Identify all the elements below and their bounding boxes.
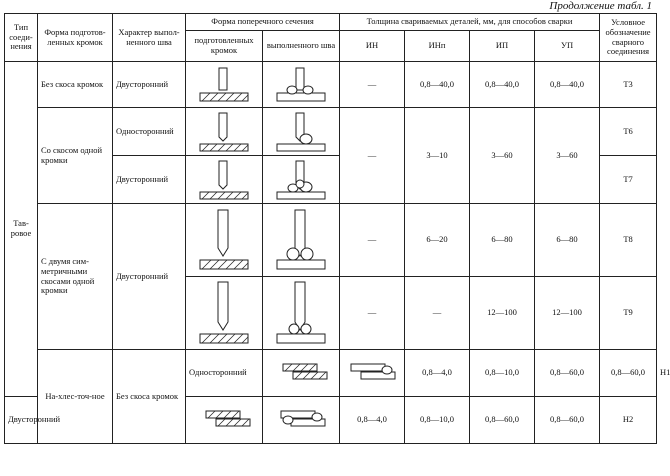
header-ip: ИП — [470, 31, 535, 62]
header-thickness: Толщина свариваемых деталей, мм, для способов сварки — [340, 14, 600, 31]
prepared-sketch-cell — [186, 156, 263, 204]
t9-up: 12—100 — [535, 277, 600, 350]
header-performed: выполненного шва — [263, 31, 340, 62]
tee-bevel-prepared-sketch — [194, 111, 254, 153]
h2-ip: 0,8—60,0 — [470, 397, 535, 444]
seam-type-cell: Двусторонний — [113, 62, 186, 108]
performed-sketch-cell — [263, 62, 340, 108]
performed-sketch-cell — [263, 156, 340, 204]
lap-prepared-sketch — [271, 358, 331, 388]
h2-inp: 0,8—10,0 — [405, 397, 470, 444]
prepared-sketch-cell — [186, 62, 263, 108]
table-row — [5, 204, 657, 277]
group-lap: На-хлес-точ-ное — [38, 350, 113, 444]
performed-sketch-cell — [340, 350, 405, 397]
tee-double-bevel-weld-sketch — [271, 208, 331, 272]
header-cross-section: Форма поперечного сечения — [186, 14, 340, 31]
performed-sketch-cell — [263, 204, 340, 277]
t6t7-inp: 3—10 — [405, 108, 470, 204]
t6t7-up: 3—60 — [535, 108, 600, 204]
h1-in: 0,8—4,0 — [405, 350, 470, 397]
edge-form-cell: Без скоса кромок — [113, 350, 186, 444]
table-row — [5, 108, 657, 156]
t9-inp: — — [405, 277, 470, 350]
t8-up: 6—80 — [535, 204, 600, 277]
prepared-sketch-cell — [186, 108, 263, 156]
seam-type-cell: Двусторонний — [5, 397, 38, 444]
table-row — [5, 62, 657, 108]
header-edge-form: Форма подготов-ленных кромок — [38, 14, 113, 62]
t9-ip: 12—100 — [470, 277, 535, 350]
h1-ip: 0,8—60,0 — [535, 350, 600, 397]
tee-bevel-double-weld-sketch — [271, 159, 331, 201]
table-continuation-caption: Продолжение табл. 1 — [549, 0, 652, 12]
header-up: УП — [535, 31, 600, 62]
t3-inp: 0,8—40,0 — [405, 62, 470, 108]
t8-code: Т8 — [600, 204, 657, 277]
t8-ip: 6—80 — [470, 204, 535, 277]
h1-inp: 0,8—10,0 — [470, 350, 535, 397]
lap-double-weld-sketch — [271, 405, 331, 435]
edge-form-cell: Со скосом одной кромки — [38, 108, 113, 204]
t9-code: Т9 — [600, 277, 657, 350]
prepared-sketch-cell — [186, 397, 263, 444]
header-prepared: подготовленных кромок — [186, 31, 263, 62]
tee-bevel-single-weld-sketch — [271, 111, 331, 153]
h2-code: Н2 — [600, 397, 657, 444]
header-seam-type: Характер выпол-ненного шва — [113, 14, 186, 62]
t3-ip: 0,8—40,0 — [470, 62, 535, 108]
t3-up: 0,8—40,0 — [535, 62, 600, 108]
h1-up: 0,8—60,0 — [600, 350, 657, 397]
tee-double-bevel-thick-prepared-sketch — [194, 280, 254, 346]
prepared-sketch-cell — [186, 204, 263, 277]
performed-sketch-cell — [263, 108, 340, 156]
header-type: Тип соеди-нения — [5, 14, 38, 62]
seam-type-cell: Двусторонний — [113, 204, 186, 350]
edge-form-cell: С двумя сим-метричными скосами одной кромки — [38, 204, 113, 350]
seam-type-cell: Односторонний — [113, 108, 186, 156]
weld-joint-table — [4, 13, 670, 444]
h2-in: 0,8—4,0 — [340, 397, 405, 444]
tee-square-prepared-sketch — [194, 65, 254, 105]
lap-single-weld-sketch — [343, 358, 403, 388]
edge-form-cell: Без скоса кромок — [38, 62, 113, 108]
h2-up: 0,8—60,0 — [535, 397, 600, 444]
seam-type-cell: Двусторонний — [113, 156, 186, 204]
seam-type-cell: Односторонний — [186, 350, 263, 397]
t6-code: Т6 — [600, 108, 657, 156]
performed-sketch-cell — [263, 277, 340, 350]
prepared-sketch-cell — [186, 277, 263, 350]
t6t7-in: — — [340, 108, 405, 204]
header-in: ИН — [340, 31, 405, 62]
lap-prepared-sketch — [194, 405, 254, 435]
performed-sketch-cell — [263, 397, 340, 444]
t6t7-ip: 3—60 — [470, 108, 535, 204]
t8-inp: 6—20 — [405, 204, 470, 277]
header-designation: Условное обозначение сварного соединения — [600, 14, 657, 62]
t3-in: — — [340, 62, 405, 108]
t8-in: — — [340, 204, 405, 277]
group-tee: Тав-ровое — [5, 62, 38, 397]
tee-bevel-prepared-sketch — [194, 159, 254, 201]
tee-square-double-weld-sketch — [271, 65, 331, 105]
header-inp: ИНп — [405, 31, 470, 62]
table-row: На-хлес-точ-ное Без скоса кромок Односторонний 0,8—4,0 0,8—10,0 0,8—60,0 0,8—60,0 Н1 — [5, 350, 657, 397]
tee-double-bevel-thick-weld-sketch — [271, 280, 331, 346]
t7-code: Т7 — [600, 156, 657, 204]
t9-in: — — [340, 277, 405, 350]
t3-code: Т3 — [600, 62, 657, 108]
prepared-sketch-cell — [263, 350, 340, 397]
tee-double-bevel-prepared-sketch — [194, 208, 254, 272]
